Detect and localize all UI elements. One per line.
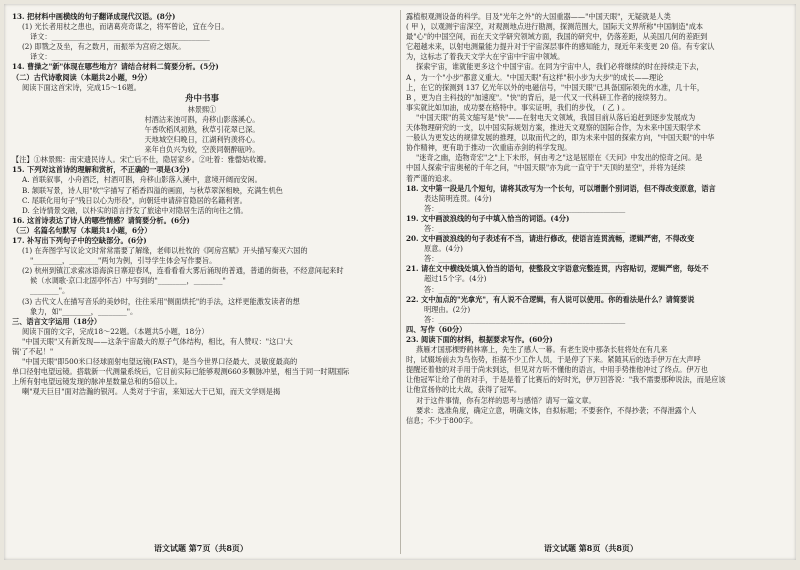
right-text-line: 明理由。(2分)	[424, 304, 471, 314]
left-text-line: (1) 在奔图学写议论文时常常需要了解缘，老师以杜牧的《阿房宫赋》开头描写秦灭六国的	[22, 246, 308, 256]
page-7-column	[12, 12, 392, 397]
right-text-line: 着严谨的追求。	[406, 173, 457, 183]
left-text-line: "________，________"两句为例，引导学生体会写作要旨。	[30, 256, 217, 266]
right-text-line: 天体物理研究的一支，以中国实际规划方案，推进天文观察的国际合作，为未来中国天眼学术	[406, 123, 701, 133]
left-text-line: "中国天眼"又有新发现——这条宇宙最大的原子气体结构，相比，有人赞叹："这口'大	[22, 336, 293, 346]
left-text-line: 【注】①林景熙：南宋遗民诗人。宋亡后不仕，隐居家乡。②吐着：雅罄姑收瓣。	[12, 155, 271, 165]
left-text-line: （二）古代诗歌阅读（本题共2小题，9分）	[12, 72, 152, 82]
left-text-line: 象力，如"________，________"。	[30, 306, 138, 316]
left-text-line: 天地城空归晚日，江湖利钓羡将心。	[144, 135, 260, 145]
left-text-line: D. 全诗情景交融，以朴实的语言抒发了旅途中对隐居生活的向往之情。	[22, 205, 248, 215]
left-text-line: 阅读下面这首宋诗，完成15～16题。	[22, 82, 141, 92]
left-text-line: 上所有射电望远镜发现的脉冲星数量总和的5倍以上。	[12, 377, 182, 387]
right-text-line: ( 甲 )，以观测宇宙深空，对观测地点进行勘测，探测范围大，国际天文界所称"中国制造"成本	[406, 22, 704, 32]
right-text-line: 最"心"的中国空间，而在天文学研究领域方面，我国的研究中，仍落差距，从美国几何的差距到	[406, 32, 708, 42]
left-text-line: 译文：____________________________________________	[30, 32, 210, 42]
right-text-line: 探索宇宙，谁就能更多这个中国宇宙。在同为宇宙中人，我们必将继续的时在持续走下去，	[416, 62, 704, 72]
left-text-line: "中国天眼"即500米口径球面射电望远镜(FAST)，是当今世界口径最大、灵敏度最高的	[22, 357, 298, 367]
left-text-line: 喇"观天巨目"面对浩瀚的银河。人类对于宇宙，来知远大于已知，而天文学则是揭	[22, 387, 281, 397]
right-text-line: 一般认为更发达的规律发展的推理，以取而代之的，即为未来中国的探索方向，"中国天眼"的中华	[406, 133, 715, 143]
left-text-line: 14. 曹操之"新"体现在哪些地方？请结合材料二简要分析。(5分)	[12, 62, 219, 72]
right-text-line: 答：____________________________________________________	[424, 203, 626, 213]
right-text-line: 要求：选准角度，确定立意，明确文体，自拟标题；不要套作，不得抄袭；不得泄露个人	[416, 405, 697, 415]
left-text-line: 锅'了不起！"	[12, 347, 54, 356]
exam-sheet	[4, 4, 796, 560]
left-text-line: 舟中书事	[184, 93, 219, 104]
right-text-line: 让他冠军让给了他的对手，于是是着了比赛后的好时光，伊万回答说："我不需要那种说法，而是应该	[406, 375, 726, 385]
right-text-line: 中国人探索宇宙奥秘的千年之问，"中国天眼"亦为此一直守于"天顶的星空"，并将为延续	[406, 163, 686, 173]
right-text-line: A ，为一个"小步"都意义重大。"中国天眼"有这样"积小步为大步"的成长——理论	[406, 72, 664, 82]
right-text-line: 19. 文中画波浪线的句子中填入恰当的词语。(4分)	[406, 213, 570, 223]
right-text-line: B ，更为自主科技的"加速度"。"快"的背后，是一代又一代科研工作者的接续努力。	[406, 92, 672, 102]
page-8-column	[406, 12, 786, 426]
right-text-line: 提醒还着他的对手用于尚未到达，但见对方听不懂他的语言，中用手势推他冲过了终点。伊万也	[406, 365, 708, 375]
right-text-line: 事实就比如加油，成功要在格特中。事实证明，我们的步伐， ( 乙 ) 。	[406, 102, 630, 112]
right-text-line: 原意。(4分)	[424, 244, 463, 254]
page-7-footer: 语文试题 第7页（共8页）	[154, 543, 248, 553]
left-text-line: 阅读下面的文字，完成18～22题。（本题共5小题，18分）	[22, 326, 209, 336]
right-text-line: 18. 文中第一段是几个短句，请将其改写为一个长句，可以增删个别词语，但不得改变原意，语言	[406, 183, 716, 193]
right-text-line: 答：____________________________________________________	[424, 223, 626, 233]
right-text-line: 它超越未来，以射电测量能力提升对于宇宙深层事件的感知能力，现近年来变更 20 倍。有专家认	[406, 42, 715, 52]
left-text-line: 林景熙①	[187, 104, 217, 114]
right-text-line: 露植根观测设备的科学。目及"光年之外"的大国重器——"中国天眼"，无疑就是人类	[406, 12, 671, 21]
left-text-line: 16. 这首诗表达了诗人的哪些情感？请简要分析。(6分)	[12, 215, 190, 225]
right-text-line: 为，这标志了着我天文学大在宇宙中宇宙中领域。	[406, 52, 565, 62]
right-text-line: 表达简明连贯。(4分)	[424, 193, 492, 203]
left-text-line: (2) 杭州到镇江求索冰语海滨日寨迎春风，连看看看大雾后涌现的普通，普通的街巷，不经意间起来时	[22, 266, 344, 276]
page-8-footer: 语文试题 第8页（共8页）	[544, 543, 638, 553]
left-text-line: 译文：____________________________________________	[30, 52, 210, 62]
left-text-line: 午香吹稻风初熟，秋草引花翠已深。	[144, 124, 260, 134]
right-text-line: 时，试辍场前去为鸟伤势，拒据不少工作人员，于是停了下来。紧随其后的选手伊万在大声呼	[406, 355, 701, 365]
right-text-line: 四、写作（60分）	[406, 324, 467, 334]
right-text-line: 让他宣扬你的比大战，获得了冠军。	[406, 385, 522, 395]
left-text-line: 来年自负兴为较，空羡同朝醉瓯吟。	[144, 145, 260, 155]
left-text-line: B. 颔联写景，诗人用"吹"字描写了稻香四溢的画面，与秋草翠深相映，充满生机色	[22, 185, 283, 195]
left-text-line: 单口径射电望远镜。搭载新一代测量系统后，它目前实际已能够观测660多颗脉冲星，相当于同一时期国际	[12, 367, 350, 377]
left-text-line: (2) 即戮之及坐，有之数月，而振举为宫府之烟灰。	[22, 42, 186, 52]
right-text-line: 上，在它的探测到 137 亿光年以外的电磁信号，"中国天眼"已具备国际领先的水准，几十年，	[406, 82, 705, 92]
left-text-line: （三）名篇名句默写（本题共1小题，6分）	[12, 225, 152, 235]
left-text-line: A. 首联叙事，小舟酒泛，村酒可斟，舟移山影落入溪中，意境开阔而安闲。	[22, 175, 262, 185]
right-text-line: "中国天眼"的英文缩写是"快"——在射电天文领域，我国目前从落后追赶到逐步发展成为	[416, 112, 696, 122]
left-text-line: C. 尾联化用句子"残日以心为形役"，向朝廷申请辞官隐居的名籍利害。	[22, 195, 247, 205]
left-text-line: 村酒沽来浊可斟，舟移山影落溪心。	[144, 114, 260, 124]
left-text-line: 13. 把材料中画横线的句子翻译成现代汉语。(8分)	[12, 12, 176, 21]
right-text-line: 答：____________________________________________________	[424, 254, 626, 264]
page-divider	[400, 10, 401, 554]
right-text-line: 燕雁才国那棵野鹤林寨上，先生了感人一幕。有老生说中那条长驻将处在有几来	[416, 345, 668, 355]
right-text-line: 21. 请在文中横线处填入恰当的语句，使整段文字语意完整连贯，内容贴切，逻辑严密，每处不	[406, 264, 709, 274]
right-text-line: 信息；不少于800字。	[406, 415, 478, 425]
right-text-line: 对于这件事情，你有怎样的思考与感悟？请写一篇文章。	[416, 395, 596, 405]
right-text-line: 协作精神，更有助于推动一次重庙赤剑的科学发现。	[406, 143, 572, 153]
right-text-line: 23. 阅读下面的材料，根据要求写作。(60分)	[406, 335, 553, 344]
right-text-line: 答：____________________________________________________	[424, 314, 626, 324]
left-text-line: (3) 古代文人在描写音乐的美妙时，往往采用"侧面烘托"的手法，这样更能激发读者的想	[22, 296, 300, 306]
left-text-line: 三、语言文字运用（18分）	[12, 316, 102, 326]
left-text-line: 17. 补写出下列句子中的空缺部分。(6分)	[12, 235, 147, 245]
left-text-line: 候（水调歌·京口北固亭怀古）中写到的"________，________"	[30, 276, 226, 286]
right-text-line: 答：____________________________________________________	[424, 284, 626, 294]
right-text-line: 22. 文中加点的"光拿光"，有人说不合逻辑，有人说可以使用。你的看法是什么？请简要说	[406, 294, 695, 304]
right-text-line: 超过15个字。(4分)	[424, 274, 487, 284]
right-text-line: 20. 文中画波浪线的句子表述有不当，请进行修改，使语言连贯流畅，逻辑严密，不得改变	[406, 234, 695, 244]
left-text-line: ________"。	[30, 286, 70, 296]
left-text-line: (1) 光长者用杖之患也，而诸葛亮奇谋之，将军曾论，宜在今日。	[22, 22, 229, 32]
left-text-line: 15. 下列对这首诗的理解和赏析，不正确的一项是(3分)	[12, 165, 190, 175]
right-text-line: "迷奇之幽，造物奇宏"之"上下未形，何由考之"这是屈原在《天问》中发出的惊奇之问。是	[416, 153, 703, 163]
